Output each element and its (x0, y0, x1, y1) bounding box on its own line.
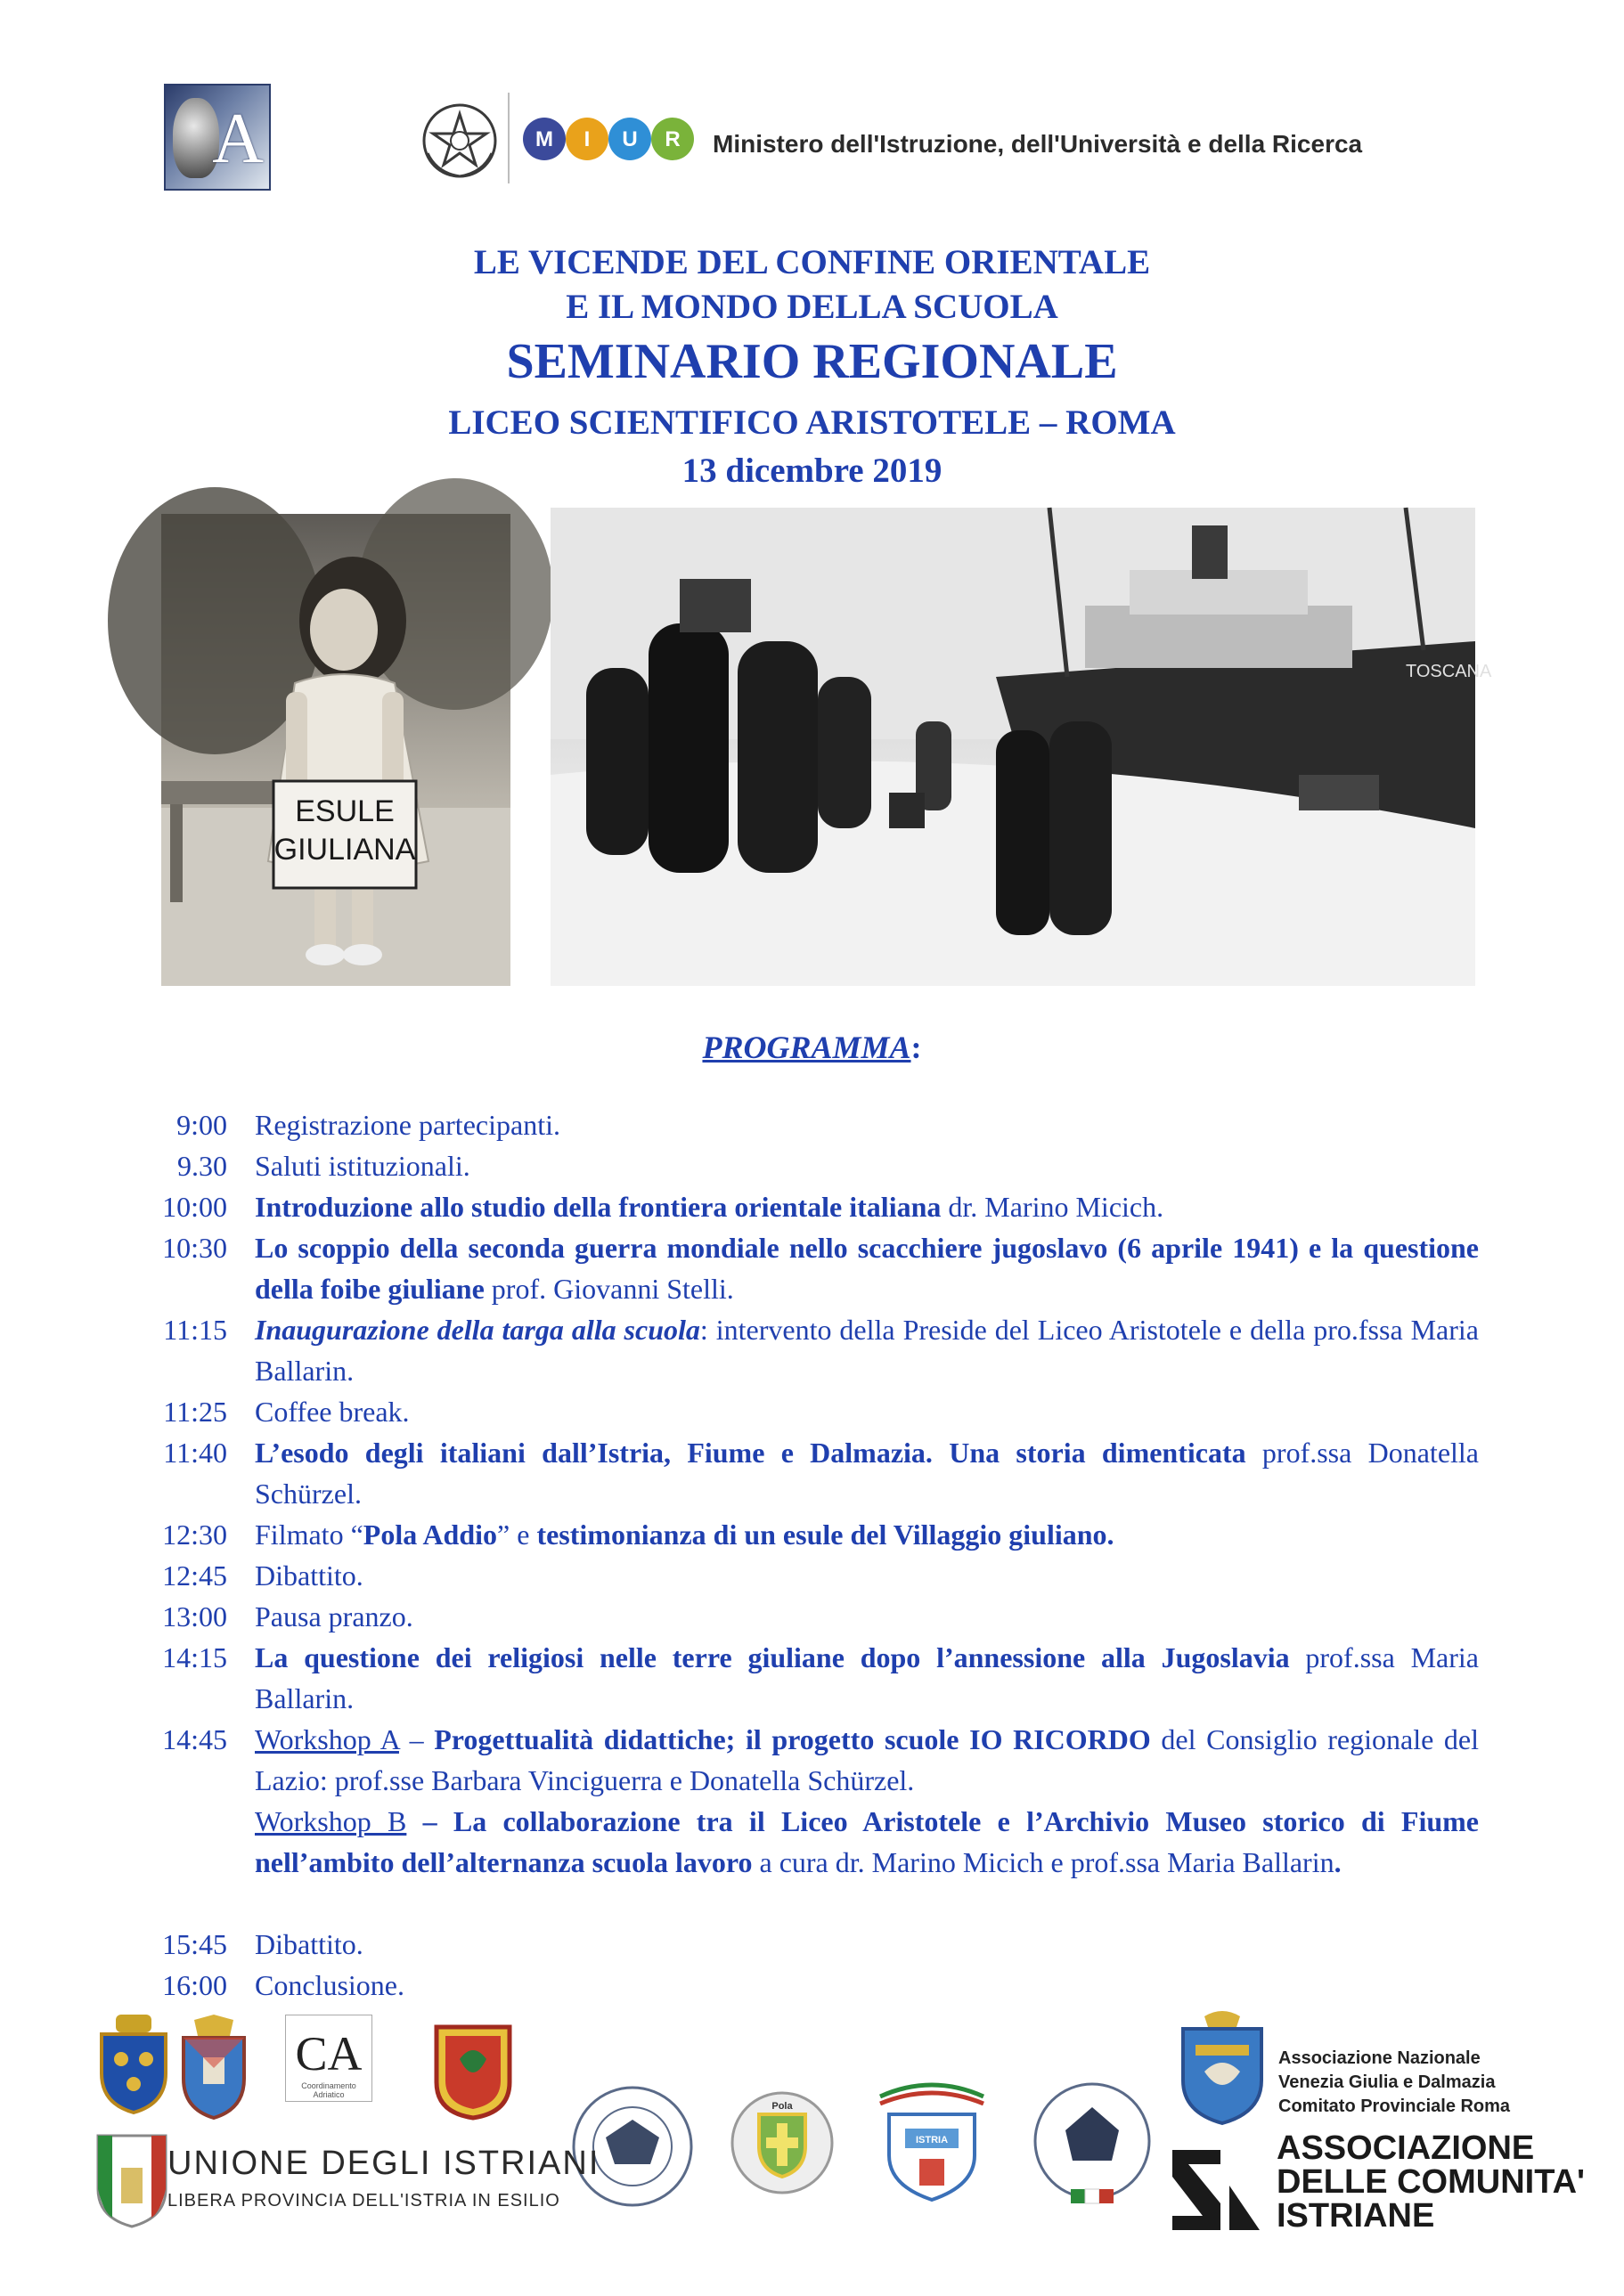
header-divider (508, 93, 510, 183)
item-period: . (1334, 1846, 1342, 1878)
item-time: 11:15 (163, 1314, 227, 1346)
anvgd-line-3: Comitato Provinciale Roma (1278, 2097, 1511, 2116)
item-time: 10:00 (162, 1191, 227, 1223)
item-time: 9.30 (177, 1150, 227, 1182)
liceo-aristotele-logo (164, 84, 271, 191)
item-title: Progettualità didattiche; il progetto scuole IO RICORDO (434, 1723, 1151, 1755)
item-title: L’esodo degli italiani dall’Istria, Fiume e Dalmazia. Una storia dimenticata (255, 1437, 1246, 1469)
aci-text (1277, 2131, 1585, 2233)
sign-text-esule: ESULE (295, 794, 395, 828)
item-text: ” e (497, 1518, 537, 1551)
item-text: – (398, 1723, 435, 1755)
unione-istriani-shield-icon (94, 2132, 169, 2230)
item-time: 14:45 (162, 1723, 227, 1755)
aci-line-3: ISTRIANE (1277, 2197, 1435, 2235)
miur-letter-m: M (535, 127, 553, 151)
item-text: Registrazione partecipanti. (255, 1109, 560, 1141)
libero-comune-fiume-seal-icon (1030, 2079, 1155, 2212)
anvgd-line-1: Associazione Nazionale (1278, 2048, 1481, 2068)
ca-caption: Coordinamento Adriatico (301, 2081, 356, 2099)
crest-shield-icon (96, 2015, 171, 2114)
item-time: 12:45 (162, 1559, 227, 1592)
aci-line-1: ASSOCIAZIONE (1277, 2129, 1535, 2167)
item-text: Conclusione. (255, 1969, 404, 2001)
item-title: testimonianza di un esule del Villaggio giuliano. (536, 1518, 1114, 1551)
item-time: 12:30 (162, 1518, 227, 1551)
item-text: Dibattito. (255, 1559, 363, 1592)
miur-letter-r: R (665, 127, 681, 151)
item-time: 16:00 (162, 1969, 227, 2001)
item-speaker: dr. Marino Micich. (941, 1191, 1164, 1223)
item-time: 14:15 (162, 1641, 227, 1673)
anvgd-text (1278, 2047, 1510, 2119)
programme-title-colon: : (910, 1030, 922, 1065)
item-time: 13:00 (162, 1600, 227, 1632)
miur-letter-u: U (622, 127, 638, 151)
item-time: 15:45 (162, 1928, 227, 1960)
item-speaker: prof.ssa Maria Ballarin. (255, 1641, 1480, 1714)
italian-republic-emblem-icon (419, 100, 501, 182)
seminar-title: SEMINARIO REGIONALE (506, 334, 1118, 389)
exiles-ship-photo (551, 508, 1492, 986)
logo-letter: A (212, 100, 264, 178)
item-speaker: a cura dr. Marino Micich e prof.ssa Maria Ballarin (752, 1846, 1334, 1878)
item-title: Inaugurazione della targa alla scuola (255, 1314, 700, 1346)
ministry-name: Ministero dell'Istruzione, dell'Università e della Ricerca (713, 130, 1363, 158)
title-line-2: E IL MONDO DELLA SCUOLA (566, 288, 1058, 326)
item-title: Introduzione allo studio della frontiera orientale italiana (255, 1191, 942, 1223)
item-time: 9:00 (176, 1109, 227, 1141)
regional-shield-icon (433, 2023, 513, 2121)
unione-istriani-subtitle: LIBERA PROVINCIA DELL'ISTRIA IN ESILIO (167, 2191, 560, 2211)
workshop-b-label: Workshop B (255, 1805, 407, 1837)
workshop-a-label: Workshop A (255, 1723, 399, 1755)
item-speaker: : intervento della Preside del Liceo Aristotele e della pro.fssa Maria Ballarin. (255, 1314, 1480, 1387)
item-time: 11:40 (163, 1437, 227, 1469)
miur-logo (521, 116, 699, 162)
item-time: 11:25 (163, 1396, 227, 1428)
sign-text-giuliana: GIULIANA (273, 833, 416, 867)
istria-crest-label: ISTRIA (915, 2135, 949, 2145)
event-date: 13 dicembre 2019 (681, 452, 943, 490)
pola-logo-label: Pola (771, 2101, 793, 2112)
film-title: Pola Addio (363, 1518, 498, 1551)
item-title: – La collaborazione tra il Liceo Aristotele e l’Archivio Museo storico di Fiume nell’ambito dell’alternanza scuola lavoro (255, 1805, 1480, 1878)
miur-letter-i: I (583, 127, 591, 151)
item-speaker: prof. Giovanni Stelli. (484, 1273, 734, 1305)
item-time: 10:30 (162, 1232, 227, 1264)
city-crest-icon (176, 2015, 251, 2121)
item-text: Dibattito. (255, 1928, 363, 1960)
item-speaker: del Consiglio regionale del Lazio: prof.sse Barbara Vinciguerra e Donatella Schürzel. (255, 1723, 1480, 1796)
programme-title: PROGRAMMA (702, 1030, 911, 1065)
coordinamento-adriatico-logo (285, 2015, 372, 2102)
programme-heading (0, 1029, 1624, 1066)
anvgd-shield-icon (1178, 2009, 1267, 2127)
unione-istriani-name: UNIONE DEGLI ISTRIANI (167, 2145, 600, 2182)
item-text: Saluti istituzionali. (255, 1150, 470, 1182)
item-title: Lo scoppio della seconda guerra mondiale nello scacchiere jugoslavo (6 aprile 1941) e la questione della foibe giuliane (255, 1232, 1479, 1305)
istria-crest-icon (871, 2079, 992, 2205)
item-text: Coffee break. (255, 1396, 410, 1428)
item-text: Filmato “ (255, 1518, 363, 1551)
ship-name-text: TOSCANA (1406, 662, 1492, 681)
aci-line-2: DELLE COMUNITA' (1277, 2163, 1586, 2201)
aci-logo-icon (1167, 2141, 1265, 2239)
title-line-1: LE VICENDE DEL CONFINE ORIENTALE (473, 243, 1151, 281)
child-exile-photo (161, 514, 510, 986)
libero-comune-di-pola-logo-icon (727, 2088, 837, 2198)
item-speaker: prof.ssa Donatella Schürzel. (255, 1437, 1480, 1510)
ca-letters: CA (295, 2027, 363, 2080)
venue-title: LICEO SCIENTIFICO ARISTOTELE – ROMA (448, 403, 1176, 442)
item-title: La questione dei religiosi nelle terre giuliane dopo l’annessione alla Jugoslavia (255, 1641, 1290, 1673)
anvgd-line-2: Venezia Giulia e Dalmazia (1278, 2072, 1496, 2092)
item-text: Pausa pranzo. (255, 1600, 413, 1632)
